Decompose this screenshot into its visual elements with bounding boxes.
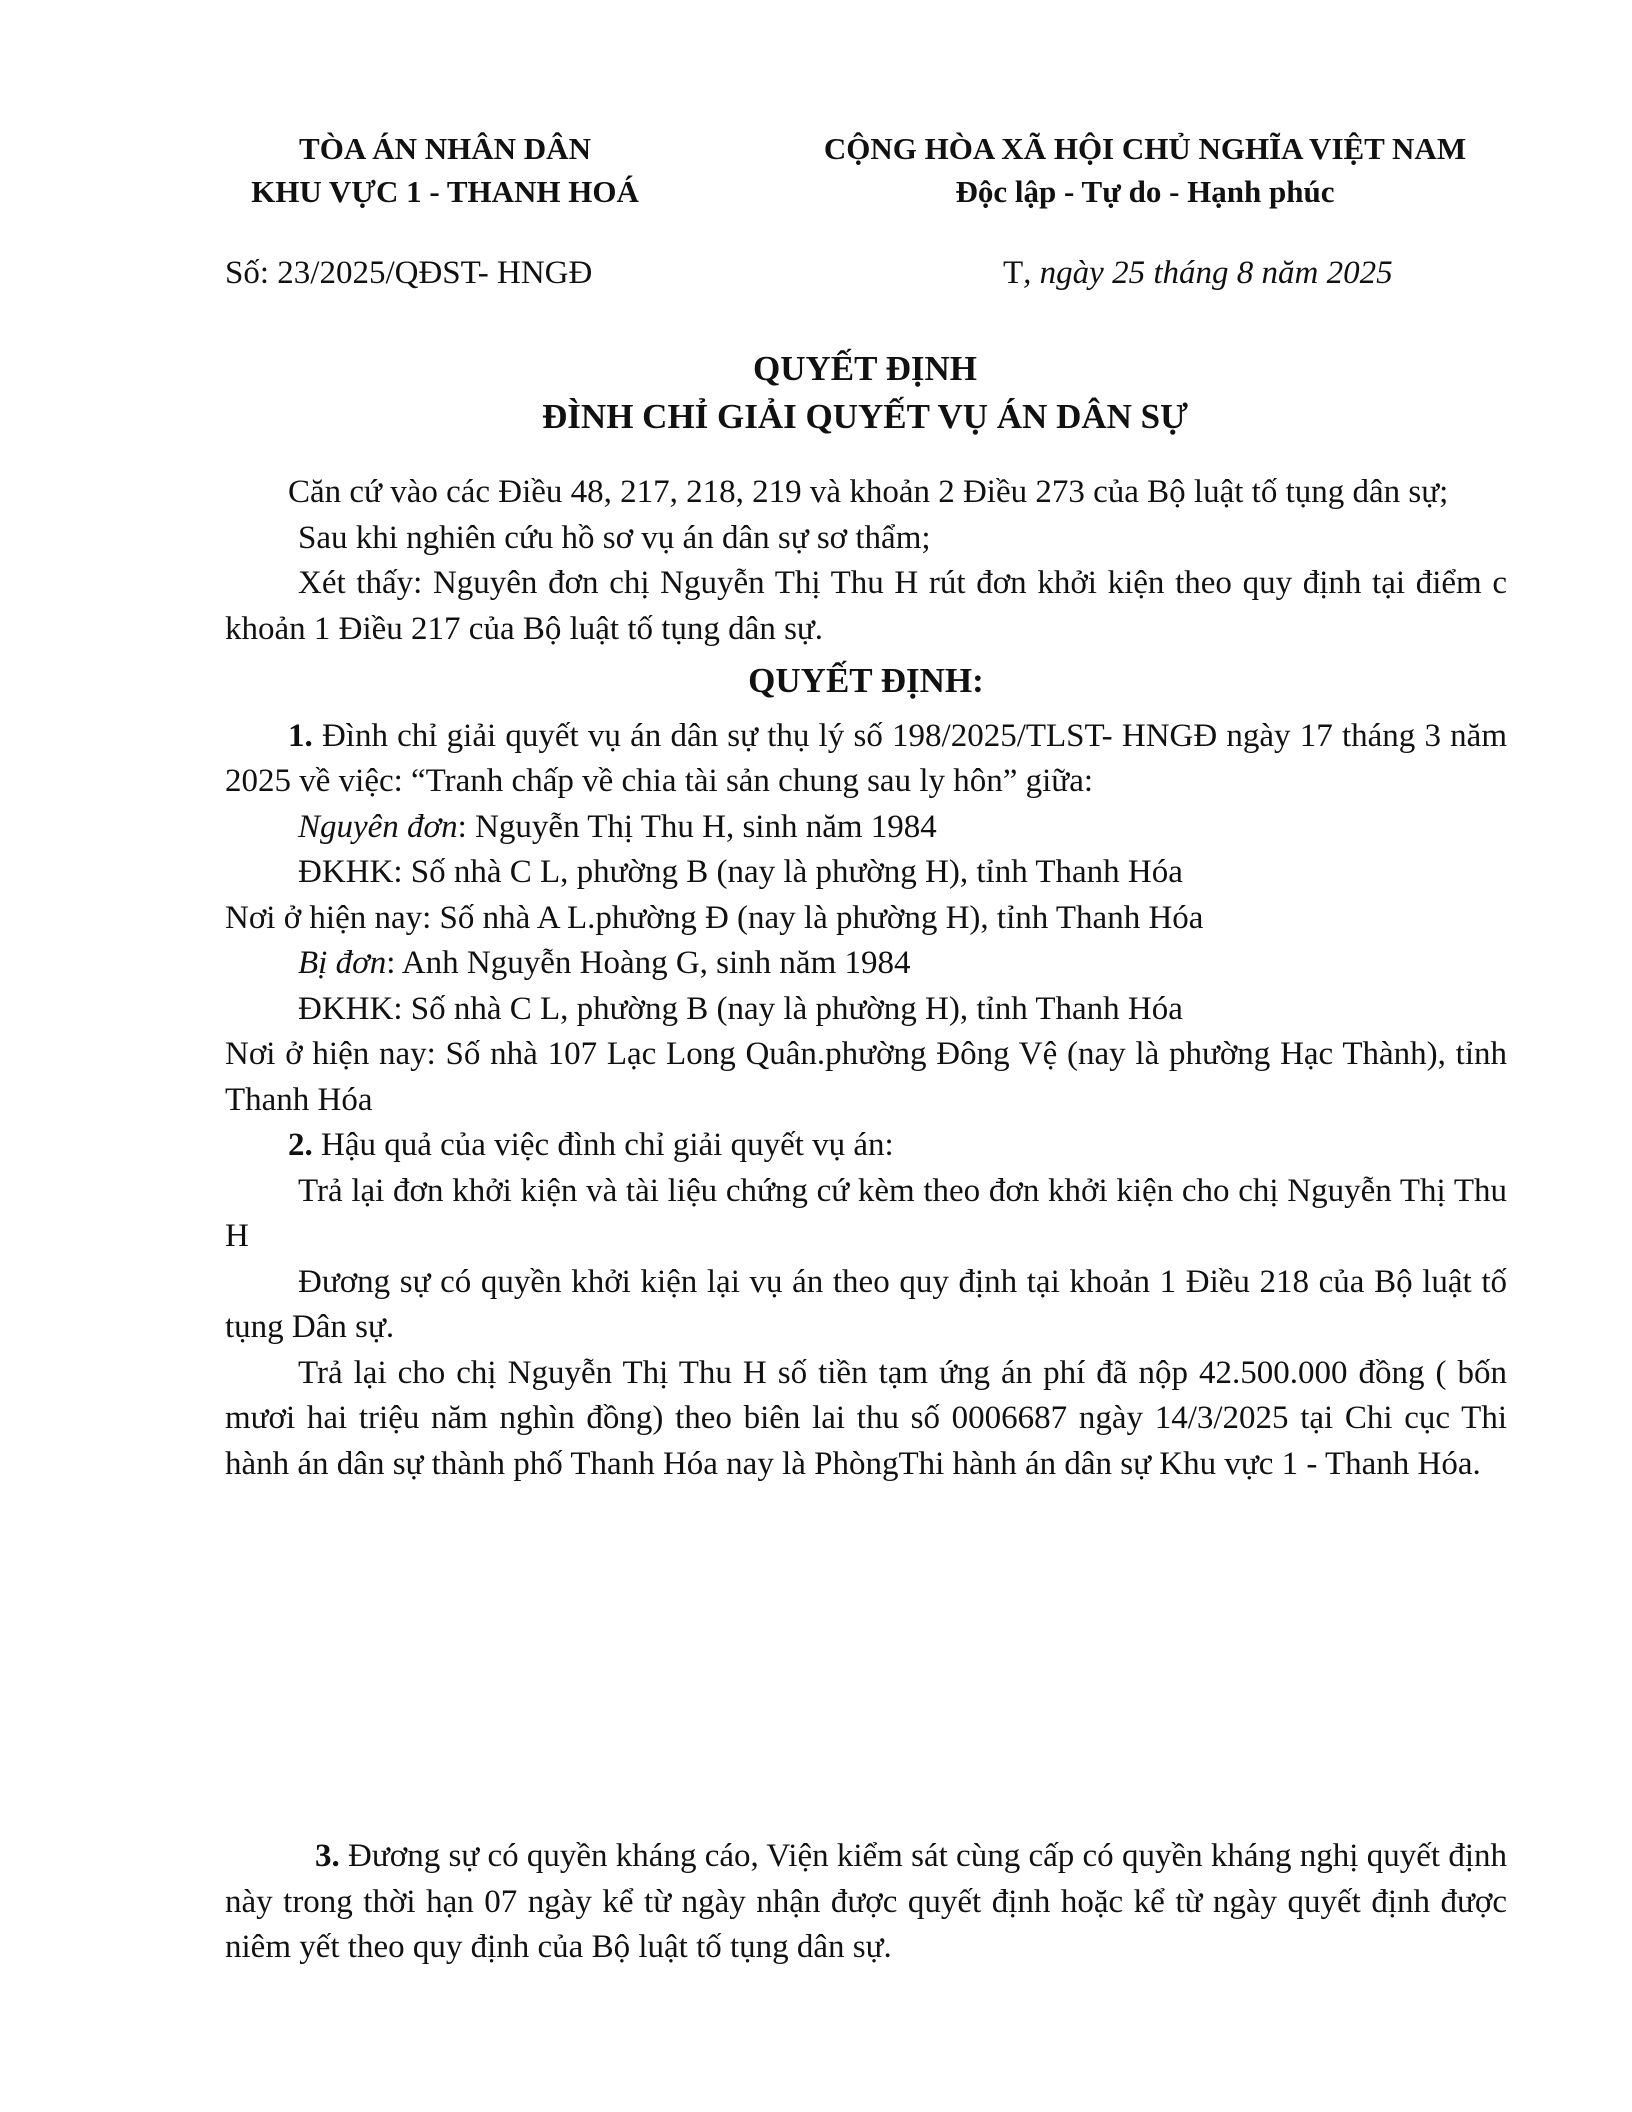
legal-basis-paragraph: Căn cứ vào các Điều 48, 217, 218, 219 và khoản 2 Điều 273 của Bộ luật tố tụng dân sự; bbox=[288, 474, 1449, 510]
document-number: Số: 23/2025/QĐST- HNGĐ bbox=[225, 255, 593, 291]
item-1-number: 1. bbox=[288, 717, 313, 754]
item-3-number: 3. bbox=[315, 1838, 340, 1874]
item-2-text: Hậu quả của việc đình chỉ giải quyết vụ án: bbox=[312, 1127, 894, 1163]
plaintiff-label: Nguyên đơn bbox=[298, 808, 458, 845]
country-name: CỘNG HÒA XÃ HỘI CHỦ NGHĨA VIỆT NAM bbox=[823, 131, 1467, 166]
defendant-label: Bị đơn bbox=[298, 945, 387, 981]
item-2-paragraph bbox=[225, 1123, 1507, 1169]
document-body bbox=[225, 470, 1507, 1487]
review-paragraph: Sau khi nghiên cứu hồ sơ vụ án dân sự sơ thẩm; bbox=[298, 519, 931, 556]
item-3-paragraph bbox=[225, 1834, 1507, 1971]
item-1-text: Đình chỉ giải quyết vụ án dân sự thụ lý số 198/2025/TLST- HNGĐ ngày 17 tháng 3 năm 2025 về việc: “Tranh chấp về chia tài sản chung sau ly hôn” giữa: bbox=[225, 717, 1507, 799]
refile-right-paragraph: Đương sự có quyền khởi kiện lại vụ án theo quy định tại khoản 1 Điều 218 của Bộ luật tố tụng Dân sự. bbox=[225, 1263, 1507, 1345]
date-place: T bbox=[1003, 255, 1024, 291]
item-1-paragraph bbox=[225, 714, 1507, 805]
document-date bbox=[1003, 251, 1393, 295]
national-motto: Độc lập - Tự do - Hạnh phúc bbox=[955, 174, 1335, 209]
date-text: , ngày 25 tháng 8 năm 2025 bbox=[1023, 255, 1393, 291]
plaintiff-residence: Nơi ở hiện nay: Số nhà A L.phường Đ (nay là phường H), tỉnh Thanh Hóa bbox=[225, 899, 1204, 936]
consideration-paragraph: Xét thấy: Nguyên đơn chị Nguyễn Thị Thu H rút đơn khởi kiện theo quy định tại điểm c khoản 1 Điều 217 của Bộ luật tố tụng dân sự. bbox=[225, 565, 1507, 647]
decision-heading: QUYẾT ĐỊNH: bbox=[748, 661, 984, 700]
plaintiff-line bbox=[225, 805, 1507, 851]
plaintiff-value: : Nguyễn Thị Thu H, sinh năm 1984 bbox=[457, 808, 937, 845]
defendant-value: : Anh Nguyễn Hoàng G, sinh năm 1984 bbox=[386, 945, 911, 981]
item-2-number: 2. bbox=[288, 1127, 313, 1163]
court-header bbox=[210, 127, 680, 213]
defendant-line bbox=[225, 941, 1507, 987]
court-region: KHU VỰC 1 - THANH HOÁ bbox=[251, 174, 639, 209]
item-3-text: Đương sự có quyền kháng cáo, Viện kiểm sát cùng cấp có quyền kháng nghị quyết định này trong thời hạn 07 ngày kể từ ngày nhận được quyết định hoặc kể từ ngày quyết định được niêm yết theo quy định của Bộ luật tố tụng dân sự. bbox=[225, 1838, 1507, 1965]
court-name: TÒA ÁN NHÂN DÂN bbox=[299, 131, 591, 166]
document-subtitle: ĐÌNH CHỈ GIẢI QUYẾT VỤ ÁN DÂN SỰ bbox=[542, 397, 1188, 436]
refund-fee-paragraph: Trả lại cho chị Nguyễn Thị Thu H số tiền tạm ứng án phí đã nộp 42.500.000 đồng ( bốn mươi hai triệu năm nghìn đồng) theo biên lai thu số 0006687 ngày 14/3/2025 tại Chi cục Thi hành án dân sự thành phố Thanh Hóa nay là PhòngThi hành án dân sự Khu vực 1 - Thanh Hóa. bbox=[225, 1354, 1507, 1482]
return-documents-paragraph: Trả lại đơn khởi kiện và tài liệu chứng cứ kèm theo đơn khởi kiện cho chị Nguyễn Thị Thu H bbox=[225, 1172, 1507, 1254]
plaintiff-registration: ĐKHK: Số nhà C L, phường B (nay là phường H), tỉnh Thanh Hóa bbox=[298, 854, 1183, 890]
national-header bbox=[760, 127, 1530, 213]
appeal-section bbox=[225, 1834, 1507, 1971]
document-title: QUYẾT ĐỊNH bbox=[753, 349, 977, 388]
defendant-registration: ĐKHK: Số nhà C L, phường B (nay là phường H), tỉnh Thanh Hóa bbox=[298, 990, 1183, 1027]
defendant-residence: Nơi ở hiện nay: Số nhà 107 Lạc Long Quân.phường Đông Vệ (nay là phường Hạc Thành), tỉnh Thanh Hóa bbox=[225, 1036, 1507, 1118]
